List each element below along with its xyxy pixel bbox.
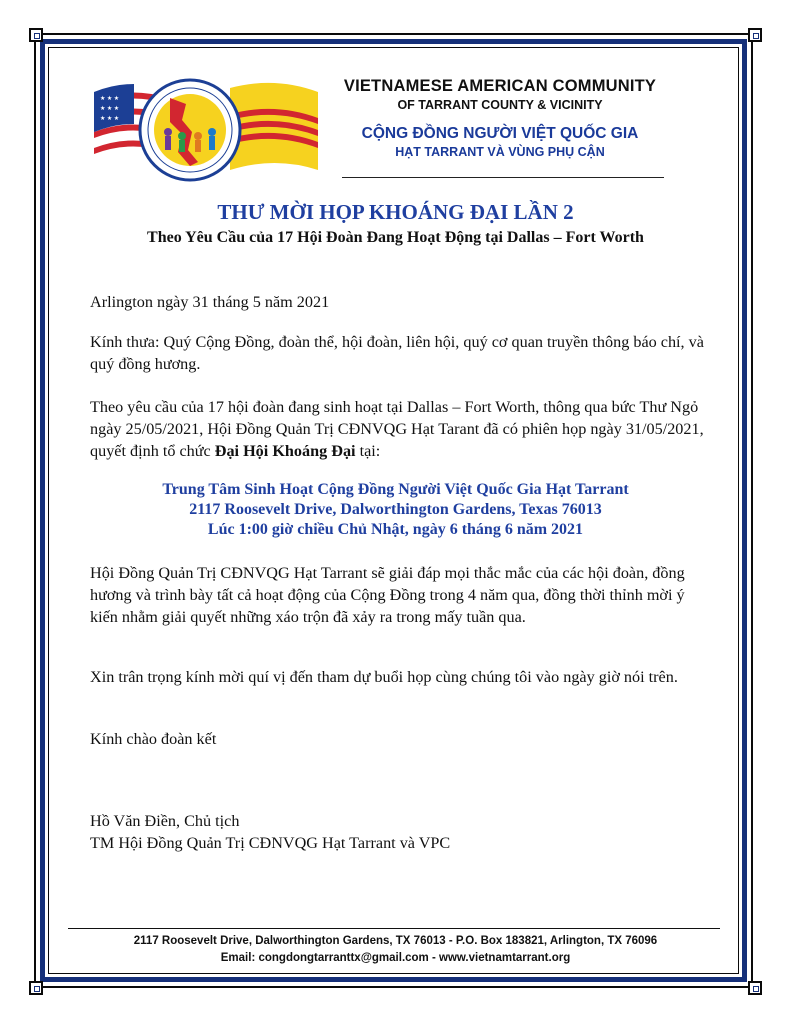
letter-paragraph-1 [90, 396, 705, 462]
footer-divider [68, 928, 720, 929]
svg-text:★ ★ ★: ★ ★ ★ [100, 96, 120, 102]
letter-salutation: Kính thưa: Quý Cộng Đồng, đoàn thể, hội đoàn, liên hội, quý cơ quan truyền thông báo chí, và quý đồng hương. [90, 333, 704, 373]
header-divider [342, 177, 664, 178]
venue-block [50, 480, 741, 540]
signature-name: Hồ Văn Điền, Chủ tịch [90, 812, 240, 830]
community-seal-icon [140, 80, 240, 180]
org-region-vietnamese: HẠT TARRANT VÀ VÙNG PHỤ CẬN [395, 145, 605, 159]
letter-date: Arlington ngày 31 tháng 5 năm 2021 [90, 293, 330, 311]
venue-time: Lúc 1:00 giờ chiều Chủ Nhật, ngày 6 tháng 6 năm 2021 [207, 521, 584, 538]
letter-paragraph-3: Xin trân trọng kính mời quí vị đến tham dự buổi họp cùng chúng tôi vào ngày giờ nói trên. [90, 668, 678, 686]
letter-paragraph-2: Hội Đồng Quản Trị CĐNVQG Hạt Tarrant sẽ giải đáp mọi thắc mắc của các hội đoàn, đồng hương và trình bày tất cả hoạt động của Cộng Đồng trong 4 năm qua, đồng thời thỉnh mời ý kiến nhằm giải quyết những xáo trộn đã xảy ra trong mấy tuần qua. [90, 564, 685, 626]
community-logo [90, 70, 320, 185]
footer-address: 2117 Roosevelt Drive, Dalworthington Gardens, TX 76013 - P.O. Box 183821, Arlington, TX 76096 [133, 935, 658, 947]
letter-subtitle: Theo Yêu Cầu của 17 Hội Đoàn Đang Hoạt Động tại Dallas – Fort Worth [147, 229, 644, 246]
svg-text:★ ★ ★: ★ ★ ★ [100, 106, 120, 112]
letter-title: THƯ MỜI HỌP KHOÁNG ĐẠI LẦN 2 [217, 200, 574, 224]
frame-corner-ornament [748, 981, 762, 995]
letter-closing: Kính chào đoàn kết [90, 730, 217, 748]
org-region-english: OF TARRANT COUNTY & VICINITY [397, 98, 603, 112]
org-name-english: VIETNAMESE AMERICAN COMMUNITY [343, 77, 657, 95]
footer-contact: Email: congdongtarranttx@gmail.com - www.vietnamtarrant.org [220, 952, 571, 964]
organization-header [330, 76, 670, 160]
paragraph-1-end: tại: [355, 442, 381, 460]
paragraph-1-text: Theo yêu cầu của 17 hội đoàn đang sinh hoạt tại Dallas – Fort Worth, thông qua bức Thư Ngỏ ngày 25/05/2021, Hội Đồng Quản Trị CĐNVQG Hạt Tarant đã có phiên họp ngày 31/05/2021, quyết định tổ chức [90, 398, 704, 460]
venue-address: 2117 Roosevelt Drive, Dalworthington Gardens, Texas 76013 [189, 501, 602, 518]
paragraph-1-emphasis: Đại Hội Khoáng Đại [214, 442, 356, 460]
frame-corner-ornament [29, 28, 43, 42]
frame-corner-ornament [748, 28, 762, 42]
heritage-flag-icon [230, 83, 318, 170]
svg-text:★ ★ ★: ★ ★ ★ [100, 116, 120, 122]
frame-corner-ornament [29, 981, 43, 995]
venue-name: Trung Tâm Sinh Hoạt Cộng Đồng Người Việt Quốc Gia Hạt Tarrant [162, 481, 629, 498]
org-name-vietnamese: CỘNG ĐỒNG NGƯỜI VIỆT QUỐC GIA [361, 125, 639, 142]
signature-organization: TM Hội Đồng Quản Trị CĐNVQG Hạt Tarrant và VPC [90, 834, 451, 852]
